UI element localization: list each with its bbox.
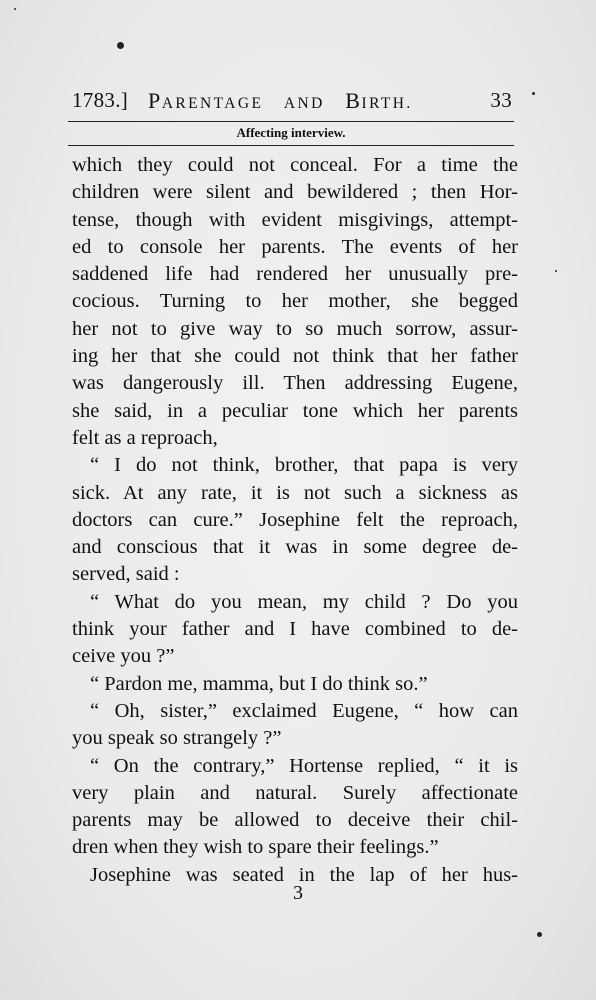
- text-line: tense, though with evident misgivings, attempt-: [72, 208, 518, 231]
- print-speck: [532, 92, 535, 95]
- text-line: her not to give way to so much sorrow, assur-: [72, 317, 518, 340]
- text-line: “ On the contrary,” Hortense replied, “ it is: [90, 754, 518, 777]
- text-line: cocious. Turning to her mother, she begged: [72, 290, 518, 313]
- print-speck: [537, 932, 542, 937]
- text-line: ing her that she could not think that her father: [72, 345, 518, 368]
- text-line: “ Oh, sister,” exclaimed Eugene, “ how can: [90, 699, 518, 722]
- text-line: ed to console her parents. The events of her: [72, 235, 518, 258]
- text-line: children were silent and bewildered ; then Hor-: [72, 181, 518, 204]
- text-line: you speak so strangely ?”: [72, 727, 282, 750]
- text-line: “ Pardon me, mamma, but I do think so.”: [90, 672, 428, 695]
- text-line: dren when they wish to spare their feelings.”: [72, 836, 439, 859]
- text-line: served, said :: [72, 563, 180, 586]
- text-line: “ I do not think, brother, that papa is very: [90, 454, 518, 477]
- running-head-word: PARENTAGE: [148, 88, 264, 113]
- text-line: very plain and natural. Surely affectionate: [72, 781, 518, 804]
- text-line: think your father and I have combined to de-: [72, 618, 518, 641]
- text-line: saddened life had rendered her unusually pre-: [72, 263, 518, 286]
- running-head-word: AND: [283, 95, 325, 112]
- section-subheading: Affecting interview.: [236, 125, 346, 140]
- text-line: parents may be allowed to deceive their chil-: [72, 809, 518, 832]
- subheading-rule: [68, 145, 514, 146]
- text-line: sick. At any rate, it is not such a sickness as: [72, 481, 518, 504]
- running-head: [72, 84, 516, 114]
- print-speck: [555, 270, 557, 272]
- text-line: ceive you ?”: [72, 645, 175, 668]
- body-text: [72, 152, 518, 889]
- running-head-year: 1783.]: [72, 88, 129, 112]
- running-head-word: BIRTH.: [345, 88, 413, 113]
- text-line: felt as a reproach,: [72, 426, 218, 449]
- signature-mark: 3: [293, 882, 303, 904]
- running-head-title: [148, 88, 413, 114]
- print-speck: [14, 8, 16, 10]
- text-line: was dangerously ill. Then addressing Eugene,: [72, 372, 518, 395]
- page-number: 33: [490, 88, 512, 112]
- print-speck: [117, 42, 124, 49]
- text-line: she said, in a peculiar tone which her parents: [72, 399, 518, 422]
- text-line: doctors can cure.” Josephine felt the reproach,: [72, 508, 518, 531]
- text-line: and conscious that it was in some degree de-: [72, 536, 518, 559]
- header-rule: [68, 121, 514, 122]
- text-line: Josephine was seated in the lap of her hus-: [90, 863, 518, 886]
- text-line: “ What do you mean, my child ? Do you: [90, 590, 518, 613]
- text-line: which they could not conceal. For a time the: [72, 154, 518, 176]
